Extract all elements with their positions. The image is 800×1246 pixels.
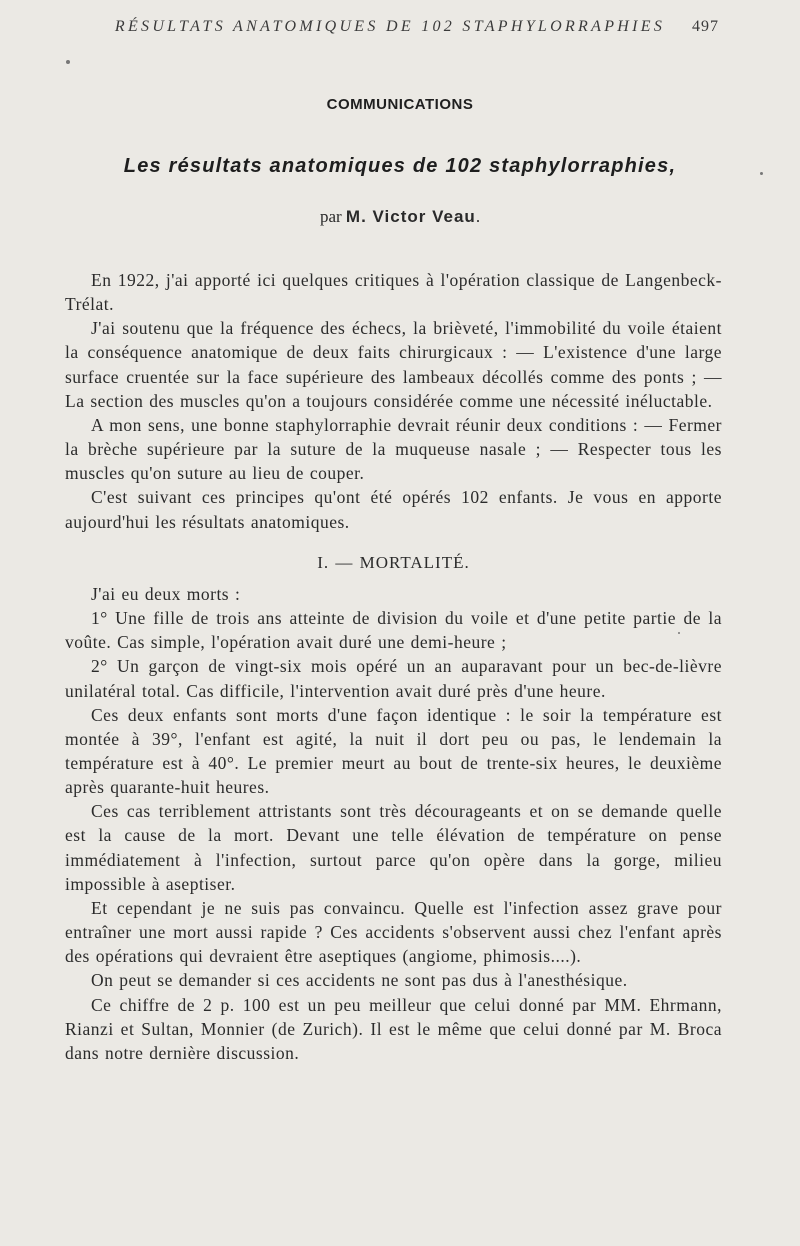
paragraph: Ces deux enfants sont morts d'une façon identique : le soir la température est montée à 39°, l'enfant est agité, la nuit il dort peu ou pas, le lendemain la température est à 40°. Le premier meurt au bout de trente-six heures, le deuxième après quarante-huit heures. — [65, 704, 722, 798]
running-head-title: RÉSULTATS ANATOMIQUES DE 102 STAPHYLORRAPHIES — [114, 18, 666, 35]
paragraph: Ces cas terriblement attristants sont très décourageants et on se demande quelle est la cause de la mort. Devant une telle élévation de température on pense immédiatement à l'infection, surtout parce qu'on opère dans la gorge, milieu impossible à aseptiser. — [65, 801, 722, 894]
paragraph: A mon sens, une bonne staphylorraphie devrait réunir deux conditions : — Fermer la brèche supérieure par la suture de la muqueuse nasale ; — Respecter tous les muscles qu'on suture au lieu de couper. — [65, 414, 722, 484]
article-body — [65, 268, 722, 1065]
author-name: M. Victor Veau — [345, 207, 476, 226]
paragraph: On peut se demander si ces accidents ne sont pas dus à l'anesthésique. — [91, 970, 628, 991]
paragraph: J'ai soutenu que la fréquence des échecs, la brièveté, l'immobilité du voile étaient la conséquence anatomique de deux faits chirurgicaux : — L'existence d'une large surface cruentée sur la face supérieure des lambeaux décollés comme des ponts ; — La section des muscles qu'on a toujours considérée comme une nécessité inéluctable. — [65, 318, 722, 411]
paragraph: Et cependant je ne suis pas convaincu. Quelle est l'infection assez grave pour entraîner une mort aussi rapide ? Ces accidents s'observent aussi chez l'enfant après des opérations qui devraient être aseptiques (angiome, phimosis....). — [65, 897, 722, 967]
paragraph: 2° Un garçon de vingt-six mois opéré un an auparavant pour un bec-de-lièvre unilatéral total. Cas difficile, l'intervention avait duré près d'une heure. — [65, 656, 722, 701]
byline-prefix: par — [319, 207, 342, 226]
running-head — [0, 18, 800, 42]
page-number: 497 — [692, 18, 719, 35]
paragraph: Ce chiffre de 2 p. 100 est un peu meilleur que celui donné par MM. Ehrmann, Rianzi et Sultan, Monnier (de Zurich). Il est le même que celui donné par M. Broca dans notre dernière discussion. — [65, 994, 722, 1063]
byline-suffix: . — [475, 207, 481, 226]
paragraph: 1° Une fille de trois ans atteinte de division du voile et d'une petite partie de la voûte. Cas simple, l'opération avait duré une demi-heure ; — [65, 608, 722, 653]
paragraph: En 1922, j'ai apporté ici quelques critiques à l'opération classique de Langenbeck-Trélat. — [65, 270, 722, 315]
article-title: Les résultats anatomiques de 102 staphylorraphies, — [123, 155, 677, 177]
ink-speck — [66, 60, 70, 64]
paragraph: C'est suivant ces principes qu'ont été opérés 102 enfants. Je vous en apporte aujourd'hui les résultats anatomiques. — [65, 487, 722, 532]
byline — [0, 207, 800, 227]
paragraph: J'ai eu deux morts : — [91, 583, 241, 604]
section-heading-mortality: I. — MORTALITÉ. — [317, 552, 470, 572]
section-title: COMMUNICATIONS — [326, 96, 474, 113]
